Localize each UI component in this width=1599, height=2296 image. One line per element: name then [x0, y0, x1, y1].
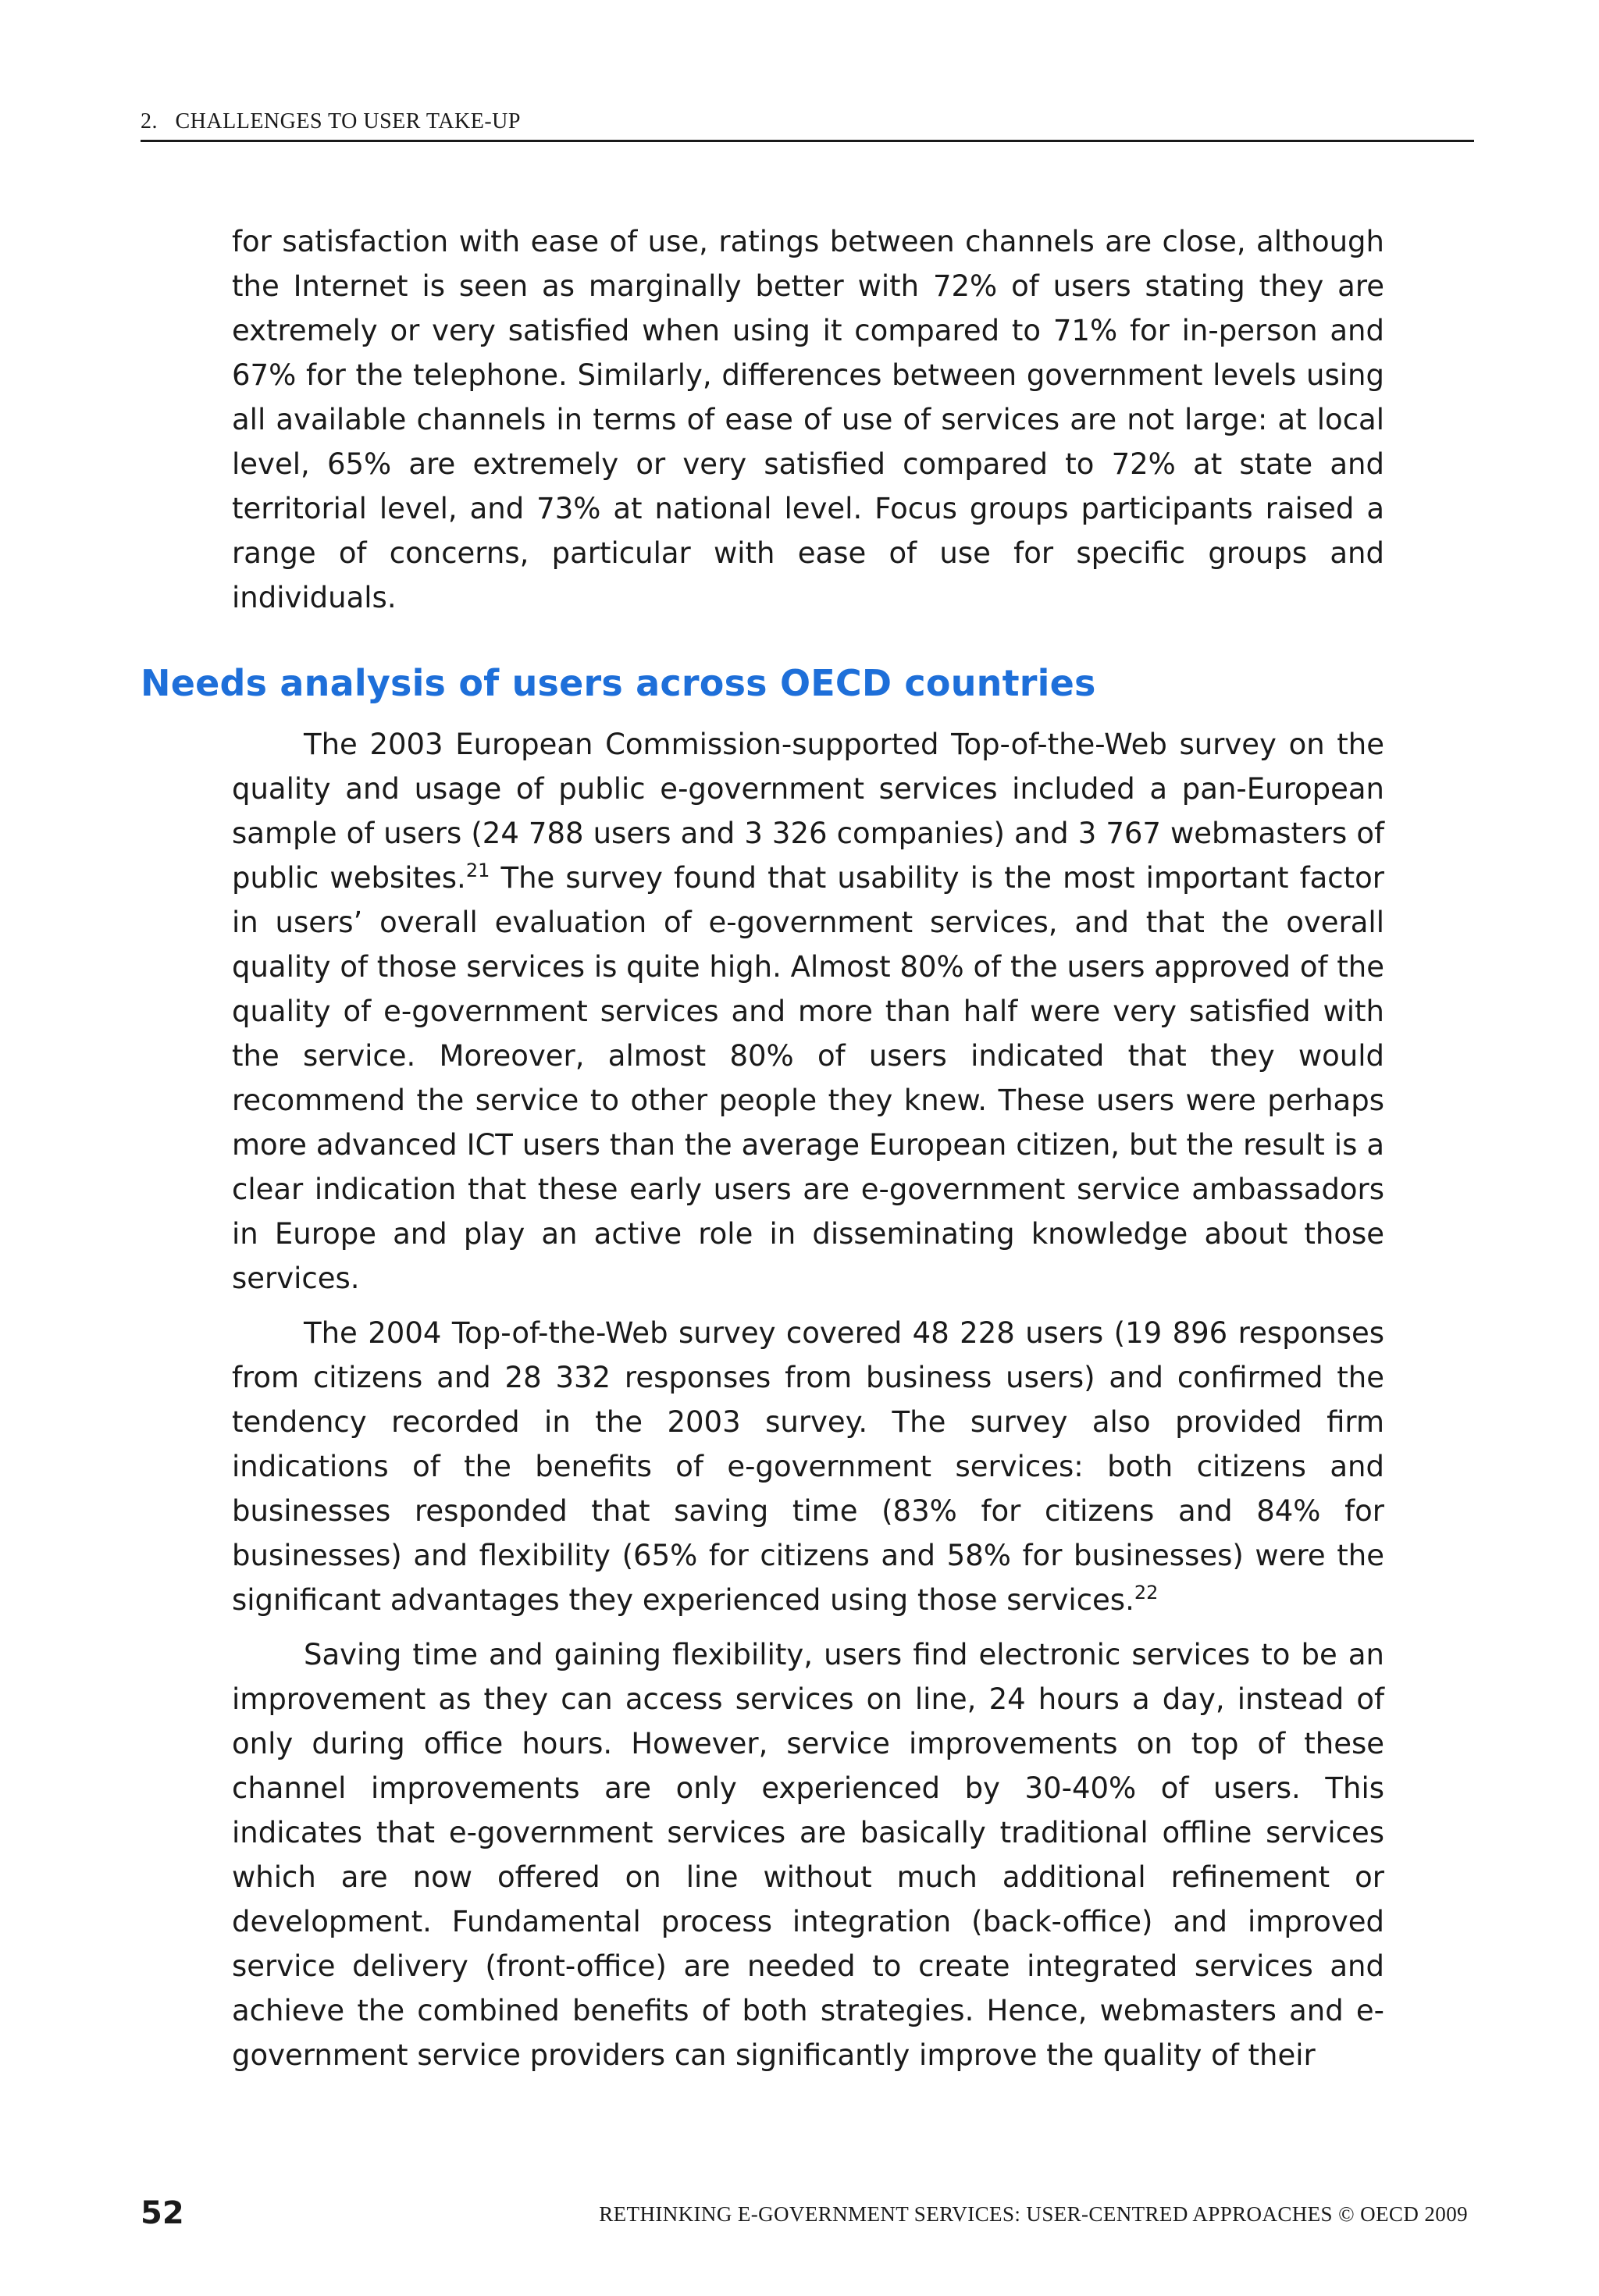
- footer-publication: RETHINKING E-GOVERNMENT SERVICES: USER-CENTRED APPROACHES © OECD 2009: [599, 2202, 1468, 2226]
- paragraph-1: [232, 722, 1384, 1301]
- footnote-ref-22[interactable]: 22: [1134, 1582, 1159, 1604]
- intro-block: [232, 219, 1384, 620]
- section-heading: Needs analysis of users across OECD countries: [141, 662, 1096, 704]
- intro-paragraph: for satisfaction with ease of use, ratings between channels are close, although the Internet is seen as marginally better with 72% of users stating they are extremely or very satisfied when using it compared to 71% for in-person and 67% for the telephone. Similarly, differences between government levels using all available channels in terms of ease of use of services are not large: at local level, 65% are extremely or very satisfied compared to 72% at state and territorial level, and 73% at national level. Focus groups participants raised a range of concerns, particular with ease of use for specific groups and individuals.: [232, 225, 1384, 614]
- paragraph-3: Saving time and gaining flexibility, users find electronic services to be an improvement as they can access services on line, 24 hours a day, instead of only during office hours. However, service improvements on top of these channel improvements are only experienced by 30-40% of users. This indicates that e-government services are basically traditional offline services which are now offered on line without much additional refinement or development. Fundamental process integration (back-office) and improved service delivery (front-office) are needed to create integrated services and achieve the combined benefits of both strategies. Hence, webmasters and e-government service providers can significantly improve the quality of their: [232, 1638, 1384, 2072]
- paragraph-2-text: The 2004 Top-of-the-Web survey covered 48 228 users (19 896 responses from citizens and 28 332 responses from business users) and confirmed the tendency recorded in the 2003 survey. The survey also provided firm indications of the benefits of e-government services: both citizens and businesses responded that saving time (83% for citizens and 84% for businesses) and flexibility (65% for citizens and 58% for businesses) were the significant advantages they experienced using those services.: [232, 1316, 1384, 1617]
- running-header: [141, 108, 1474, 142]
- footnote-ref-21[interactable]: 21: [465, 860, 490, 881]
- paragraph-2: [232, 1311, 1384, 1622]
- page-number: 52: [141, 2195, 184, 2231]
- section-body: [232, 722, 1384, 2077]
- paragraph-1-text-continued: The survey found that usability is the most important factor in users’ overall evaluation of e-government services, and that the overall quality of those services is quite high. Almost 80% of the users approved of the quality of e-government services and more than half were very satisfied with the service. Moreover, almost 80% of users indicated that they would recommend the service to other people they knew. These users were perhaps more advanced ICT users than the average European citizen, but the result is a clear indication that these early users are e-government service ambassadors in Europe and play an active role in disseminating knowledge about those services.: [232, 861, 1384, 1295]
- paragraph-1-text: The 2003 European Commission-supported Top-of-the-Web survey on the quality and usage of public e-government services included a pan-European sample of users (24 788 users and 3 326 companies) and 3 767 webmasters of public websites.: [232, 728, 1384, 895]
- running-header-title: 2. CHALLENGES TO USER TAKE-UP: [141, 109, 521, 133]
